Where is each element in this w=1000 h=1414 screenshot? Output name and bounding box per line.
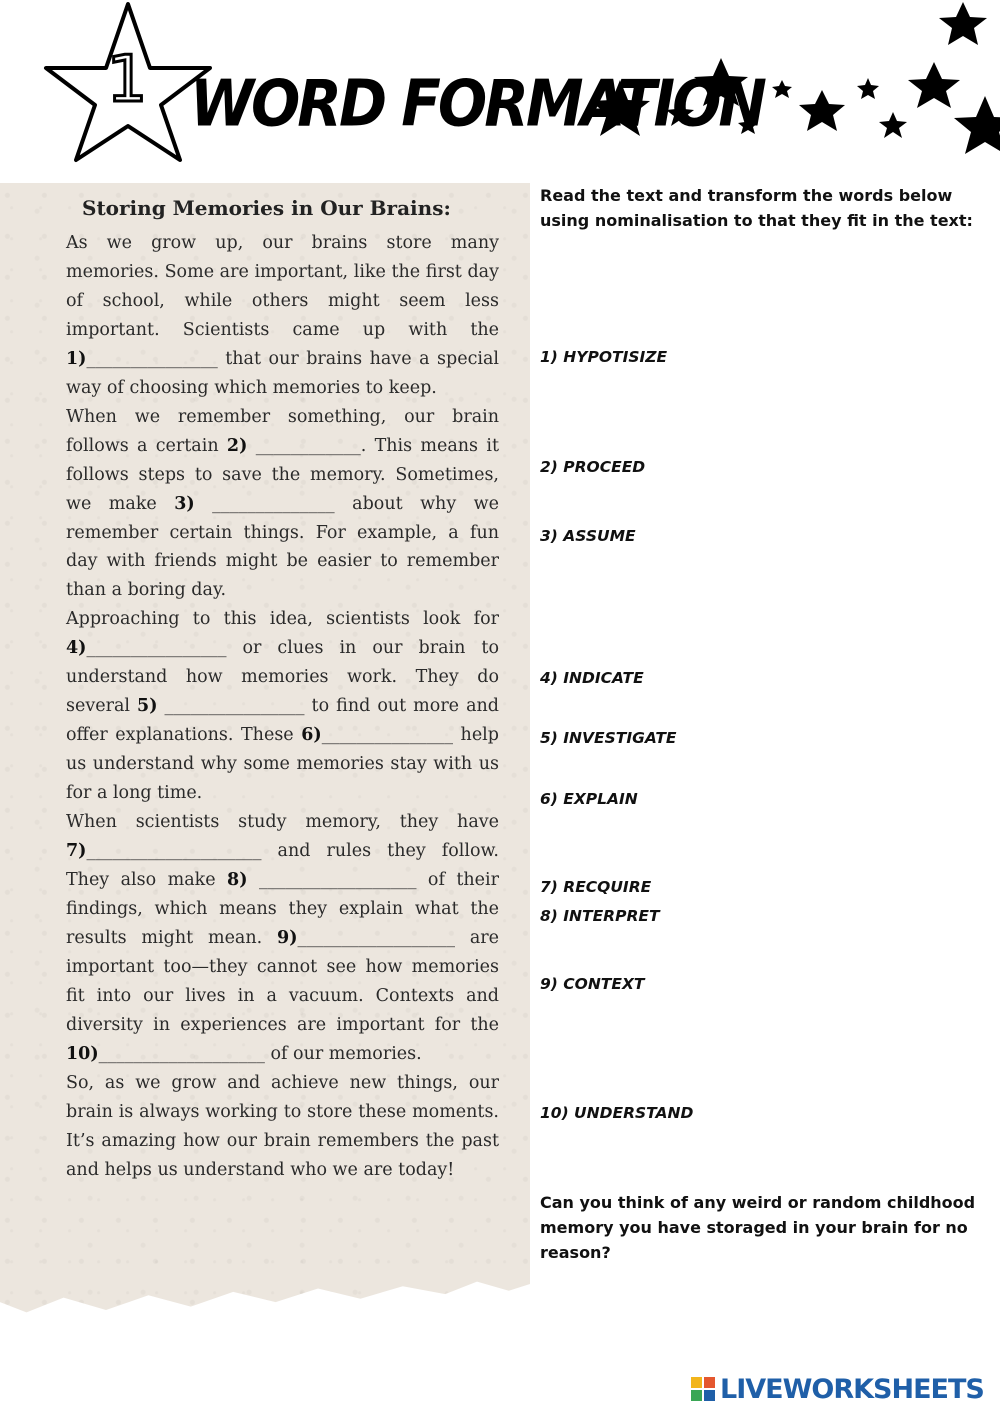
text-run: of our memories. (264, 1043, 422, 1064)
text-run: help us understand why some memories stay with us for a long time. (66, 725, 499, 804)
blank-5[interactable] (137, 696, 305, 716)
paragraph-3 (66, 605, 499, 808)
blank-number: 1) (66, 348, 87, 369)
blank-line: ________________ (157, 696, 305, 717)
word-prompt-2: 2) PROCEED (540, 458, 646, 476)
blank-line: _______________ (321, 725, 453, 746)
blank-line: __________________ (297, 927, 455, 948)
reading-passage (66, 229, 499, 1184)
word-prompt-9: 9) CONTEXT (540, 975, 645, 993)
blank-number: 8) (227, 869, 248, 890)
blank-number: 2) (226, 435, 248, 456)
paragraph-2 (66, 403, 499, 606)
blank-line: __________________ (247, 869, 417, 890)
text-run: and rules they follow. They also make (66, 841, 499, 890)
liveworksheets-logo-icon (690, 1376, 716, 1402)
star-icon (908, 62, 960, 108)
word-prompt-1: 1) HYPOTISIZE (540, 348, 668, 366)
word-prompt-3: 3) ASSUME (540, 527, 636, 545)
blank-4[interactable] (66, 638, 226, 658)
blank-number: 10) (66, 1043, 99, 1064)
exercise-number: 1 (106, 43, 148, 117)
blank-number: 6) (301, 725, 322, 746)
paragraph-1 (66, 229, 499, 403)
text-run: are important too—they cannot see how memories fit into our lives in a vacuum. Contexts and diversity in experiences are important for the (66, 927, 499, 1035)
text-run: Approaching to this idea, scientists look for (66, 609, 499, 630)
blank-7[interactable] (66, 841, 261, 861)
blank-9[interactable] (277, 928, 455, 948)
liveworksheets-logo[interactable] (690, 1372, 984, 1406)
text-run: When scientists study memory, they have (66, 812, 499, 833)
word-prompt-7: 7) RECQUIRE (540, 878, 652, 896)
text-run: As we grow up, our brains store many memories. Some are important, like the first day of school, while others might seem less important. Scientists came up with the (66, 233, 499, 340)
blank-line: ____________ (247, 435, 361, 456)
discussion-question: Can you think of any weird or random childhood memory you have storaged in your brain for no reason? (540, 1193, 976, 1262)
star-icon (772, 80, 792, 98)
blank-number: 3) (174, 493, 195, 514)
text-run: . This means it follows steps to save the memory. Sometimes, we make (66, 435, 499, 514)
word-prompt-5: 5) INVESTIGATE (540, 729, 677, 747)
star-icon (857, 78, 879, 99)
blank-line: ________________ (86, 638, 227, 659)
blank-10[interactable] (66, 1044, 265, 1064)
text-run: When we remember something, our brain follows a certain (66, 406, 499, 456)
word-prompt-10: 10) UNDERSTAND (540, 1104, 694, 1122)
blank-line: _______________ (86, 348, 218, 369)
brand-name: LIVEWORKSHEETS (720, 1373, 984, 1405)
blank-3[interactable] (174, 494, 334, 514)
paragraph-5: So, as we grow and achieve new things, our brain is always working to store these moments. It’s amazing how our brain remembers the past and helps us understand who we are today! (66, 1072, 499, 1180)
blank-2[interactable] (227, 436, 361, 456)
word-prompt-4: 4) INDICATE (540, 669, 644, 687)
blank-number: 4) (66, 638, 87, 659)
star-icon (939, 2, 987, 45)
blank-number: 9) (277, 927, 298, 948)
text-run: about why we remember certain things. For example, a fun day with friends might be easier to remember than a boring day. (66, 493, 500, 601)
blank-number: 5) (137, 696, 158, 717)
instructions-text: Read the text and transform the words below using nominalisation to that they fit in the text: (540, 186, 973, 230)
text-run: that our brains have a special way of choosing which memories to keep. (66, 348, 499, 398)
blank-line: ______________ (194, 493, 335, 514)
star-icon (879, 112, 907, 138)
word-prompt-6: 6) EXPLAIN (540, 790, 638, 808)
page-title: WORD FORMATION (190, 66, 764, 141)
star-icon (954, 96, 1000, 154)
reading-title: Storing Memories in Our Brains: (82, 196, 451, 220)
text-run: to find out more and offer explanations. These (66, 696, 499, 746)
blank-1[interactable] (66, 349, 218, 369)
blank-line: ____________________ (86, 841, 262, 862)
blank-number: 7) (66, 841, 87, 862)
blank-line: ___________________ (98, 1043, 265, 1064)
star-icon (799, 90, 845, 131)
page-header (0, 0, 1000, 180)
blank-8[interactable] (227, 870, 416, 890)
text-run: or clues in our brain to understand how memories work. They do several (66, 638, 499, 717)
paragraph-4 (66, 808, 499, 1069)
text-run: of their findings, which means they explain what the results might mean. (66, 869, 499, 948)
word-prompt-8: 8) INTERPRET (540, 907, 660, 925)
blank-6[interactable] (301, 725, 453, 745)
